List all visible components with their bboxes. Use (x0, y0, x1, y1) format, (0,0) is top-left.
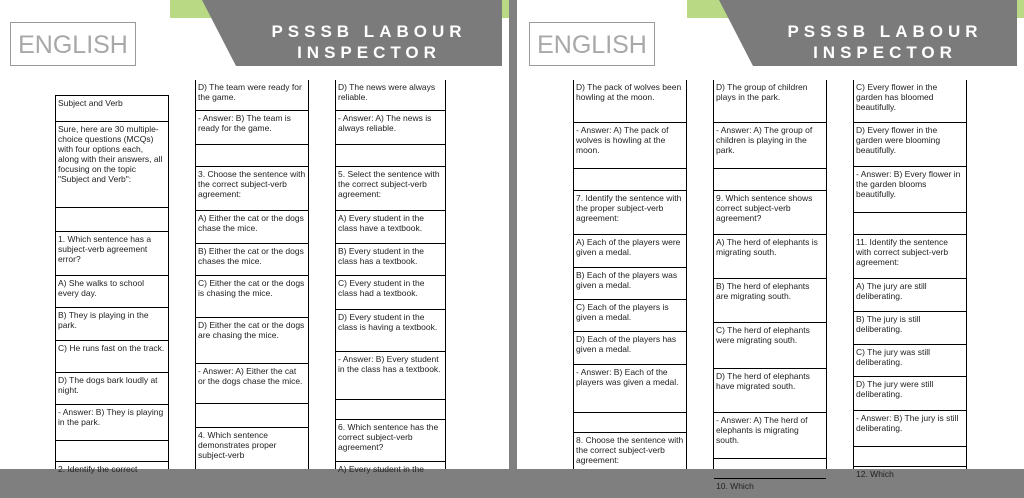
table-cell: D) The pack of wolves been howling at the moon. (576, 82, 682, 102)
table-cell: - Answer: A) The group of children is playing in the park. (714, 122, 826, 168)
table-cell: - Answer: A) The herd of elephants is migrating south. (714, 412, 826, 458)
table-cell: C) Either the cat or the dogs is chasing the mice. (196, 275, 308, 317)
table-cell: 5. Select the sentence with the correct subject-verb agreement: (336, 166, 445, 210)
table-cell (56, 440, 168, 461)
banner-title-line2: INSPECTOR (813, 43, 957, 62)
table-cell: A) She walks to school every day. (56, 275, 168, 307)
table-cell: 4. Which sentence demonstrates proper subject-verb (196, 427, 308, 477)
table-cell (196, 144, 308, 166)
table-cell: C) The jury was still deliberating. (854, 344, 966, 376)
table-cell: D) Every student in the class is having a textbook. (336, 309, 445, 351)
table-cell: 6. Which sentence has the correct subject-verb agreement? (336, 419, 445, 461)
question-column-2 (713, 80, 827, 491)
english-logo-box (10, 22, 136, 66)
table-cell: A) The herd of elephants is migrating south. (714, 234, 826, 278)
table-cell: D) Either the cat or the dogs are chasing the mice. (196, 317, 308, 363)
table-cell (714, 458, 826, 478)
table-cell (196, 403, 308, 427)
table-cell (854, 446, 966, 466)
header-banner-edge (202, 0, 236, 66)
table-cell: A) The jury are still deliberating. (854, 278, 966, 311)
english-logo-box (529, 22, 655, 66)
table-cell (854, 212, 966, 234)
document-page-left (0, 0, 509, 474)
table-cell: 7. Identify the sentence with the proper subject-verb agreement: (574, 190, 686, 234)
table-cell: A) Each of the players were given a medal. (574, 234, 686, 267)
table-cell: C) Each of the players is given a medal. (574, 299, 686, 331)
table-cell: 3. Choose the sentence with the correct subject-verb agreement: (196, 166, 308, 210)
table-cell (336, 399, 445, 419)
table-cell: - Answer: B) Each of the players was given a medal. (574, 364, 686, 412)
table-cell: - Answer: A) The news is always reliable. (336, 110, 445, 144)
table-cell (56, 207, 168, 231)
table-cell (574, 412, 686, 432)
table-cell: - Answer: B) They is playing in the park. (56, 404, 168, 440)
table-cell: 1. Which sentence has a subject-verb agreement error? (56, 231, 168, 275)
table-cell: A) Either the cat or the dogs chase the mice. (196, 210, 308, 243)
table-cell: A) Every student in the (336, 461, 445, 481)
table-cell: C) Every student in the class had a textbook. (336, 275, 445, 309)
table-cell: D) The herd of elephants have migrated south. (714, 368, 826, 412)
question-column-1 (55, 95, 169, 474)
table-cell: 8. Choose the sentence with the correct subject-verb agreement: (574, 432, 686, 472)
question-column-3 (335, 80, 446, 474)
question-column-1 (573, 80, 687, 469)
table-cell: 11. Identify the sentence with correct subject-verb agreement: (854, 234, 966, 278)
table-cell: B) Either the cat or the dogs chases the mice. (196, 243, 308, 275)
table-cell: - Answer: B) Every student in the class has a textbook. (336, 351, 445, 399)
document-page-right (517, 0, 1024, 491)
question-column-3 (853, 80, 967, 479)
english-logo-text: ENGLISH (18, 31, 128, 59)
table-cell: - Answer: A) The pack of wolves is howling at the moon. (574, 122, 686, 168)
table-cell: Sure, here are 30 multiple-choice questions (MCQs) with four options each, along with their answers, all focusing on the topic "Subject and Verb": (56, 121, 168, 207)
table-cell: B) The herd of elephants are migrating south. (714, 278, 826, 322)
table-cell: B) The jury is still deliberating. (854, 311, 966, 344)
table-cell (56, 307, 168, 340)
banner-title-line1: PSSSB LABOUR (271, 22, 467, 41)
table-cell: Subject and Verb (56, 95, 168, 121)
table-cell: C) He runs fast on the track. (56, 340, 168, 372)
option-text: B) They is playing in the park. (58, 310, 149, 330)
table-cell: - Answer: B) The team is ready for the game. (196, 110, 308, 144)
table-cell: D) The news were always reliable. (338, 82, 436, 102)
table-cell: D) The jury were still deliberating. (854, 376, 966, 410)
table-cell: B) Every student in the class has a textbook. (336, 243, 445, 275)
table-cell: - Answer: A) Either the cat or the dogs chase the mice. (196, 363, 308, 403)
table-cell: C) Every flower in the garden has bloomed beautifully. (856, 82, 938, 112)
table-cell: - Answer: B) The jury is still deliberating. (854, 410, 966, 446)
table-cell: D) The team were ready for the game. (198, 82, 302, 102)
english-logo-text: ENGLISH (537, 31, 647, 59)
table-cell (574, 168, 686, 190)
table-cell: D) Each of the players has given a medal. (574, 331, 686, 364)
header-banner-edge (719, 0, 753, 66)
table-cell: C) The herd of elephants were migrating south. (714, 322, 826, 368)
table-cell: - Answer: B) Every flower in the garden blooms beautifully. (854, 166, 966, 212)
table-cell: B) Each of the players was given a medal. (574, 267, 686, 299)
table-cell: 9. Which sentence shows correct subject-verb agreement? (714, 190, 826, 234)
table-cell (336, 144, 445, 166)
page-divider (509, 0, 517, 469)
banner-title-line1: PSSSB LABOUR (787, 22, 983, 41)
table-cell: 10. Which (714, 478, 826, 498)
table-cell: D) The dogs bark loudly at night. (56, 372, 168, 404)
table-cell: A) Every student in the class have a textbook. (336, 210, 445, 243)
table-cell: D) The group of children plays in the park. (716, 82, 808, 102)
banner-title-line2: INSPECTOR (297, 43, 441, 62)
table-cell: D) Every flower in the garden were blooming beautifully. (854, 122, 966, 166)
table-cell: 2. Identify the correct (56, 461, 168, 481)
table-cell (714, 168, 826, 190)
question-column-2 (195, 80, 309, 469)
table-cell: 12. Which (854, 466, 966, 486)
